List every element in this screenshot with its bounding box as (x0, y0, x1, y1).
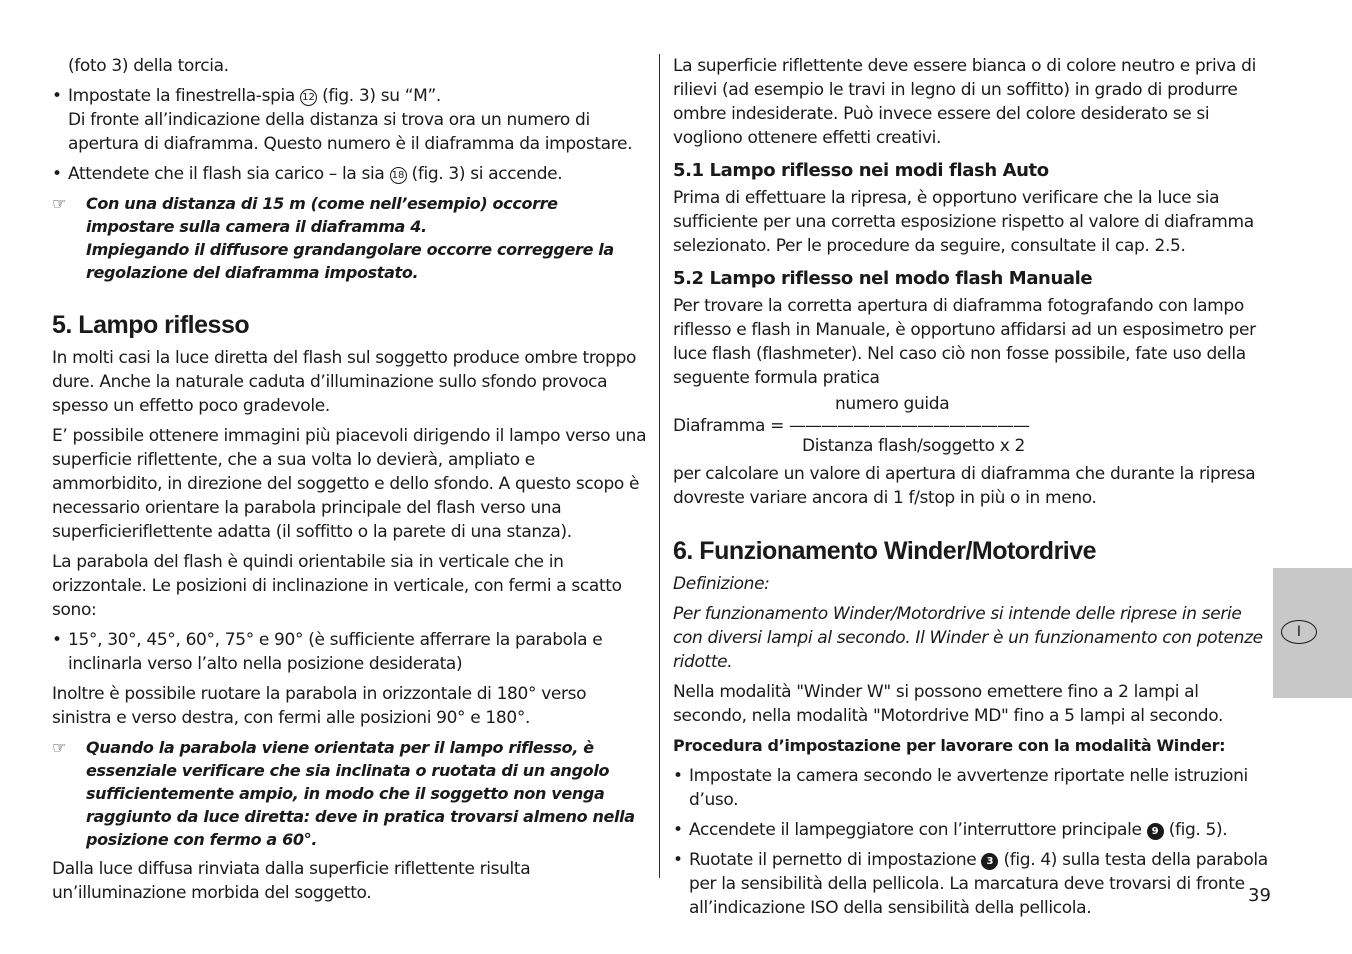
pointing-hand-icon: ☞ (52, 738, 66, 757)
bullet-dot: • (52, 164, 62, 184)
bullet-item (52, 162, 650, 186)
bullet-text: Ruotate il pernetto di impostazione (689, 850, 982, 870)
bullet-text: (fig. 3) si accende. (406, 164, 563, 184)
language-tab-label: I (1281, 620, 1317, 644)
column-divider (659, 54, 660, 878)
subsection-heading-5-1: 5.1 Lampo riflesso nei modi flash Auto (673, 160, 1049, 181)
bullet-text: 15°, 30°, 45°, 60°, 75° e 90° (è sufficiente afferrare la parabola e inclinarla verso l’alto nella posizione desiderata) (68, 630, 603, 674)
bullet-item (52, 84, 650, 156)
procedure-heading: Procedura d’impostazione per lavorare con la modalità Winder: (673, 736, 1226, 755)
page-number: 39 (1248, 885, 1271, 906)
note-block (52, 736, 650, 851)
definition-label: Definizione: (673, 574, 770, 594)
formula-numerator: numero guida (835, 394, 950, 414)
paragraph: Prima di effettuare la ripresa, è opportuno verificare che la luce sia sufficiente per una corretta esposizione rispetto al valore di diaframma selezionato. Per le procedure da seguire, consultate il cap. 2.5. (673, 188, 1254, 256)
bullet-text: Impostate la finestrella-spia (68, 86, 301, 106)
note-block (52, 192, 650, 284)
circled-number-18: 18 (390, 167, 407, 184)
paragraph: Dalla luce diffusa rinviata dalla superficie riflettente risulta un’illuminazione morbida del soggetto. (52, 859, 531, 903)
section-heading-5: 5. Lampo riflesso (52, 311, 250, 339)
note-text: Con una distanza di 15 m (come nell’esempio) occorre impostare sulla camera il diaframma 4. (86, 194, 558, 236)
paragraph: La superficie riflettente deve essere bianca o di colore neutro e priva di rilievi (ad esempio le travi in legno di un soffitto) in grado di produrre ombre indesiderate. Può invece essere del colore desiderato se si vogliono ottenere effetti creativi. (673, 56, 1256, 148)
section-heading-6: 6. Funzionamento Winder/Motordrive (673, 537, 1097, 565)
bullet-dot: • (52, 86, 62, 106)
paragraph: E’ possibile ottenere immagini più piacevoli dirigendo il lampo verso una superficie riflettente, che a sua volta lo devierà, ampliato e ammorbidito, in direzione del soggetto e dello sfondo. A questo scopo è necessario orientare la parabola principale del flash verso una superficieriflettente adatta (il soffitto o la parete di una stanza). (52, 426, 647, 542)
language-tab (1273, 568, 1352, 698)
pointing-hand-icon: ☞ (52, 194, 66, 213)
bullet-text: Accendete il lampeggiatore con l’interruttore principale (689, 820, 1147, 840)
paragraph: Nella modalità "Winder W" si possono emettere fino a 2 lampi al secondo, nella modalità "Motordrive MD" fino a 5 lampi al secondo. (673, 682, 1224, 726)
bullet-dot: • (673, 766, 683, 786)
aperture-formula (673, 392, 1271, 462)
filled-number-3: 3 (981, 853, 998, 870)
bullet-continuation: Di fronte all’indicazione della distanza si trova ora un numero di apertura di diaframma. Questo numero è il diaframma da impostare. (68, 110, 633, 154)
bullet-item (673, 848, 1271, 920)
circled-number-12: 12 (300, 89, 317, 106)
formula-fraction-bar: ——————————————— (789, 416, 1029, 436)
bullet-item (673, 818, 1271, 842)
bullet-dot: • (673, 850, 683, 870)
filled-number-9: 9 (1147, 823, 1164, 840)
bullet-item (673, 764, 1271, 812)
note-text: Quando la parabola viene orientata per il lampo riflesso, è essenziale verificare che sia inclinata o ruotata di un angolo sufficientemente ampio, in modo che il soggetto non venga raggiunto da luce diretta: deve in pratica trovarsi almeno nella posizione con fermo a 60°. (86, 738, 635, 849)
paragraph-foto: (foto 3) della torcia. (68, 56, 229, 76)
subsection-heading-5-2: 5.2 Lampo riflesso nel modo flash Manuale (673, 268, 1093, 289)
note-text: Impiegando il diffusore grandangolare occorre correggere la regolazione del diaframma impostato. (86, 240, 614, 282)
bullet-text: (fig. 5). (1163, 820, 1228, 840)
formula-denominator: Distanza flash/soggetto x 2 (802, 436, 1026, 456)
right-column (673, 54, 1271, 926)
bullet-item (52, 628, 650, 676)
bullet-dot: • (52, 630, 62, 650)
bullet-text: Impostate la camera secondo le avvertenze riportate nelle istruzioni d’uso. (689, 766, 1248, 810)
paragraph: In molti casi la luce diretta del flash sul soggetto produce ombre troppo dure. Anche la naturale caduta d’illuminazione sullo sfondo provoca spesso un effetto poco gradevole. (52, 348, 637, 416)
definition-text: Per funzionamento Winder/Motordrive si intende delle riprese in serie con diversi lampi al secondo. Il Winder è un funzionamento con potenze ridotte. (673, 604, 1263, 672)
bullet-dot: • (673, 820, 683, 840)
paragraph: La parabola del flash è quindi orientabile sia in verticale che in orizzontale. Le posizioni di inclinazione in verticale, con fermi a scatto sono: (52, 552, 622, 620)
bullet-text: (fig. 3) su “M”. (317, 86, 441, 106)
left-column (52, 54, 650, 911)
formula-lhs: Diaframma = (673, 416, 784, 436)
bullet-text: (fig. 4) sulla testa della parabola per la sensibilità della pellicola. La marcatura deve trovarsi di fronte all’indicazione ISO della sensibilità della pellicola. (689, 850, 1268, 918)
paragraph: Inoltre è possibile ruotare la parabola in orizzontale di 180° verso sinistra e verso destra, con fermi alle posizioni 90° e 180°. (52, 684, 587, 728)
paragraph: per calcolare un valore di apertura di diaframma che durante la ripresa dovreste variare ancora di 1 f/stop in più o in meno. (673, 464, 1256, 508)
paragraph: Per trovare la corretta apertura di diaframma fotografando con lampo riflesso e flash in Manuale, è opportuno affidarsi ad un esposimetro per luce flash (flashmeter). Nel caso ciò non fosse possibile, fate uso della seguente formula pratica (673, 296, 1256, 388)
bullet-text: Attendete che il flash sia carico – la sia (68, 164, 390, 184)
